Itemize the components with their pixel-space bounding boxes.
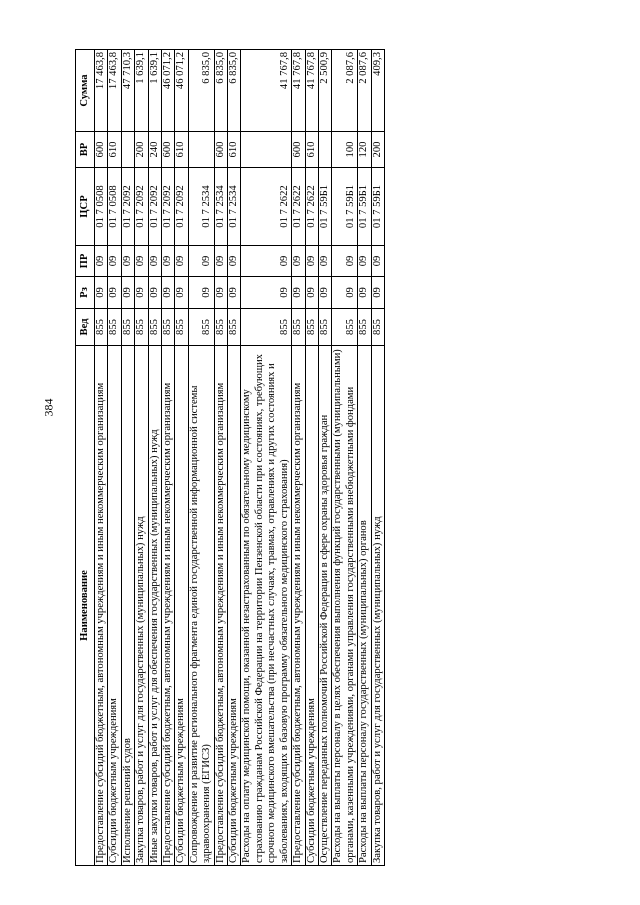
- cell-sum: 1 639,1: [135, 50, 148, 132]
- cell-pr: 09: [108, 246, 121, 277]
- cell-csr: 01 7 2622: [305, 168, 318, 246]
- cell-vr: [241, 132, 292, 168]
- cell-name: Субсидии бюджетным учреждениям: [175, 346, 188, 866]
- cell-pr: 09: [175, 246, 188, 277]
- table-row: [292, 50, 305, 866]
- cell-vr: [121, 132, 134, 168]
- cell-csr: 01 7 2534: [188, 168, 214, 246]
- cell-name: Предоставление субсидий бюджетным, автономным учреждениям и иным некоммерческим организациям: [214, 346, 227, 866]
- cell-vr: 600: [292, 132, 305, 168]
- cell-rz: 09: [292, 277, 305, 309]
- table-row: [332, 50, 358, 866]
- cell-vr: 240: [148, 132, 161, 168]
- cell-name: Предоставление субсидий бюджетным, автономным учреждениям и иным некоммерческим организациям: [95, 346, 108, 866]
- cell-pr: 09: [214, 246, 227, 277]
- cell-ved: 855: [188, 309, 214, 346]
- cell-sum: 41 767,8: [305, 50, 318, 132]
- cell-sum: 17 463,8: [95, 50, 108, 132]
- cell-vr: 610: [175, 132, 188, 168]
- cell-csr: 01 7 2622: [241, 168, 292, 246]
- table-row: [175, 50, 188, 866]
- cell-ved: 855: [175, 309, 188, 346]
- table-header: [76, 50, 95, 866]
- header-ved: Вед: [76, 309, 95, 346]
- cell-name: Субсидии бюджетным учреждениям: [305, 346, 318, 866]
- cell-csr: 01 7 59Б1: [332, 168, 358, 246]
- cell-rz: 09: [241, 277, 292, 309]
- cell-pr: 09: [371, 246, 384, 277]
- budget-table: [75, 49, 385, 866]
- cell-csr: 01 7 0508: [108, 168, 121, 246]
- cell-vr: [318, 132, 331, 168]
- cell-pr: 09: [188, 246, 214, 277]
- cell-rz: 09: [188, 277, 214, 309]
- cell-pr: 09: [228, 246, 241, 277]
- cell-rz: 09: [305, 277, 318, 309]
- cell-sum: 17 463,8: [108, 50, 121, 132]
- table-row: [305, 50, 318, 866]
- cell-vr: 100: [332, 132, 358, 168]
- cell-rz: 09: [371, 277, 384, 309]
- cell-sum: 41 767,8: [292, 50, 305, 132]
- cell-name: Расходы на оплату медицинской помощи, оказанной незастрахованным по обязательному медицинскому страхованию гражданам Российской Федерации на территории Пензенской области при состояниях, требующих срочного медицинского вмешательства (при несчастных случаях, травмах, отравлениях и других состояниях и заболеваниях, входящих в базовую программу обязательного медицинского страхования): [241, 346, 292, 866]
- cell-pr: 09: [121, 246, 134, 277]
- cell-csr: 01 7 0508: [95, 168, 108, 246]
- cell-pr: 09: [358, 246, 371, 277]
- cell-csr: 01 7 2092: [135, 168, 148, 246]
- table-row: [148, 50, 161, 866]
- cell-csr: 01 7 2092: [148, 168, 161, 246]
- cell-ved: 855: [135, 309, 148, 346]
- table-row: [108, 50, 121, 866]
- table-row: [135, 50, 148, 866]
- cell-ved: 855: [371, 309, 384, 346]
- cell-ved: 855: [95, 309, 108, 346]
- cell-sum: 6 835,0: [214, 50, 227, 132]
- cell-name: Расходы на выплаты персоналу государственных (муниципальных) органов: [358, 346, 371, 866]
- cell-csr: 01 7 2092: [121, 168, 134, 246]
- cell-name: Расходы на выплаты персоналу в целях обеспечения выполнения функций государственными (муниципальными) органами, казенными учреждениями, органами управления государственными внебюджетными фондами: [332, 346, 358, 866]
- cell-sum: 2 087,6: [358, 50, 371, 132]
- header-pr: ПР: [76, 246, 95, 277]
- cell-rz: 09: [332, 277, 358, 309]
- cell-sum: 41 767,8: [241, 50, 292, 132]
- cell-ved: 855: [214, 309, 227, 346]
- cell-vr: 200: [135, 132, 148, 168]
- cell-vr: 610: [305, 132, 318, 168]
- cell-csr: 01 7 59Б1: [318, 168, 331, 246]
- cell-sum: 6 835,0: [228, 50, 241, 132]
- cell-pr: 09: [318, 246, 331, 277]
- header-sum: Сумма: [76, 50, 95, 132]
- cell-rz: 09: [108, 277, 121, 309]
- cell-vr: [188, 132, 214, 168]
- table-row: [95, 50, 108, 866]
- rotated-table-container: [75, 50, 385, 866]
- cell-ved: 855: [148, 309, 161, 346]
- cell-name: Осуществление переданных полномочий Российской Федерации в сфере охраны здоровья граждан: [318, 346, 331, 866]
- table-row: [162, 50, 175, 866]
- table-row: [228, 50, 241, 866]
- cell-ved: 855: [318, 309, 331, 346]
- cell-pr: 09: [95, 246, 108, 277]
- cell-sum: 2 087,6: [332, 50, 358, 132]
- cell-vr: 600: [95, 132, 108, 168]
- cell-pr: 09: [162, 246, 175, 277]
- cell-name: Предоставление субсидий бюджетным, автономным учреждениям и иным некоммерческим организациям: [162, 346, 175, 866]
- table-row: [318, 50, 331, 866]
- cell-name: Субсидии бюджетным учреждениям: [108, 346, 121, 866]
- cell-rz: 09: [135, 277, 148, 309]
- cell-ved: 855: [292, 309, 305, 346]
- table-row: [358, 50, 371, 866]
- cell-sum: 2 500,9: [318, 50, 331, 132]
- cell-pr: 09: [241, 246, 292, 277]
- cell-pr: 09: [135, 246, 148, 277]
- cell-sum: 47 710,3: [121, 50, 134, 132]
- cell-pr: 09: [305, 246, 318, 277]
- cell-vr: 600: [162, 132, 175, 168]
- cell-vr: 610: [228, 132, 241, 168]
- cell-ved: 855: [332, 309, 358, 346]
- cell-rz: 09: [214, 277, 227, 309]
- cell-sum: 6 835,0: [188, 50, 214, 132]
- cell-vr: 200: [371, 132, 384, 168]
- cell-pr: 09: [148, 246, 161, 277]
- cell-csr: 01 7 59Б1: [371, 168, 384, 246]
- cell-rz: 09: [95, 277, 108, 309]
- cell-vr: 600: [214, 132, 227, 168]
- header-rz: Рз: [76, 277, 95, 309]
- header-name: Наименование: [76, 346, 95, 866]
- table-row: [188, 50, 214, 866]
- cell-csr: 01 7 2092: [175, 168, 188, 246]
- cell-sum: 46 071,2: [175, 50, 188, 132]
- cell-ved: 855: [241, 309, 292, 346]
- cell-ved: 855: [358, 309, 371, 346]
- cell-csr: 01 7 2622: [292, 168, 305, 246]
- cell-name: Иные закупки товаров, работ и услуг для обеспечения государственных (муниципальных) нужд: [148, 346, 161, 866]
- cell-ved: 855: [108, 309, 121, 346]
- cell-rz: 09: [358, 277, 371, 309]
- cell-vr: 610: [108, 132, 121, 168]
- cell-name: Сопровождение и развитие регионального фрагмента единой государственной информационной системы здравоохранения (ЕГИСЗ): [188, 346, 214, 866]
- cell-sum: 409,3: [371, 50, 384, 132]
- cell-ved: 855: [305, 309, 318, 346]
- cell-sum: 46 071,2: [162, 50, 175, 132]
- cell-rz: 09: [121, 277, 134, 309]
- cell-name: Закупка товаров, работ и услуг для государственных (муниципальных) нужд: [135, 346, 148, 866]
- table-row: [214, 50, 227, 866]
- page-number: 384: [41, 398, 56, 417]
- header-row: [76, 50, 95, 866]
- cell-ved: 855: [121, 309, 134, 346]
- cell-vr: 120: [358, 132, 371, 168]
- cell-rz: 09: [148, 277, 161, 309]
- table-body: [95, 50, 385, 866]
- cell-pr: 09: [332, 246, 358, 277]
- cell-rz: 09: [162, 277, 175, 309]
- cell-name: Исполнение решений судов: [121, 346, 134, 866]
- cell-csr: 01 7 2092: [162, 168, 175, 246]
- header-csr: ЦСР: [76, 168, 95, 246]
- table-row: [241, 50, 292, 866]
- cell-rz: 09: [228, 277, 241, 309]
- cell-name: Предоставление субсидий бюджетным, автономным учреждениям и иным некоммерческим организациям: [292, 346, 305, 866]
- header-vr: ВР: [76, 132, 95, 168]
- table-row: [121, 50, 134, 866]
- cell-csr: 01 7 2534: [228, 168, 241, 246]
- table-row: [371, 50, 384, 866]
- cell-csr: 01 7 59Б1: [358, 168, 371, 246]
- cell-rz: 09: [175, 277, 188, 309]
- cell-pr: 09: [292, 246, 305, 277]
- cell-sum: 1 639,1: [148, 50, 161, 132]
- cell-name: Закупка товаров, работ и услуг для государственных (муниципальных) нужд: [371, 346, 384, 866]
- cell-rz: 09: [318, 277, 331, 309]
- cell-name: Субсидии бюджетным учреждениям: [228, 346, 241, 866]
- cell-ved: 855: [228, 309, 241, 346]
- cell-csr: 01 7 2534: [214, 168, 227, 246]
- cell-ved: 855: [162, 309, 175, 346]
